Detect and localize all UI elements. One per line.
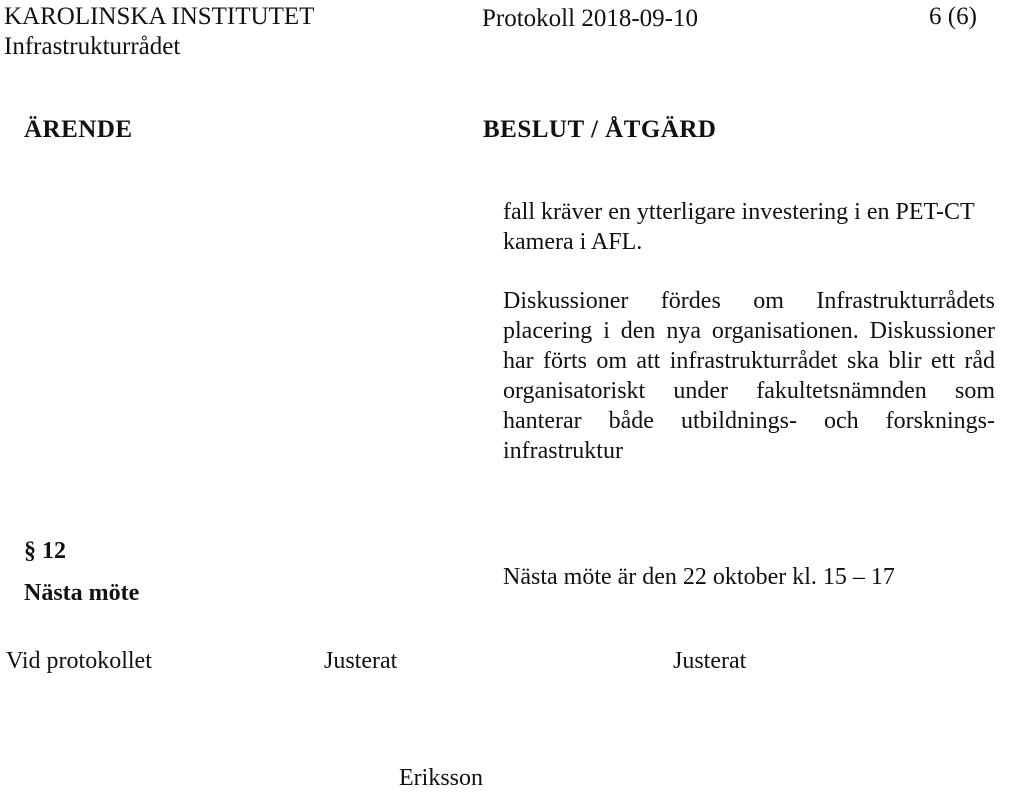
paragraph-organisation — [503, 286, 995, 466]
paragraph-line: fall kräver en ytterligare investering i en PET-CT — [503, 199, 975, 225]
page-number: 6 (6) — [929, 3, 977, 30]
signature-recorder: Vid protokollet — [6, 648, 152, 674]
paragraph-line: hanterar både utbildnings- och forsknings- — [503, 408, 995, 434]
paragraph-investment — [503, 197, 975, 257]
beslut-heading: BESLUT / ÅTGÄRD — [483, 116, 717, 143]
item-title: Nästa möte — [24, 580, 140, 606]
department-name: Infrastrukturrådet — [4, 33, 181, 60]
arende-heading: ÄRENDE — [24, 116, 133, 143]
paragraph-line: infrastruktur — [503, 438, 623, 464]
paragraph-line: har förts om att infrastrukturrådet ska blir ett råd — [503, 348, 995, 374]
paragraph-line: Diskussioner fördes om Infrastrukturrådets — [503, 288, 995, 314]
institution-name: KAROLINSKA INSTITUTET — [4, 3, 315, 30]
next-meeting-text: Nästa möte är den 22 oktober kl. 15 – 17 — [503, 564, 895, 590]
protocol-date: Protokoll 2018-09-10 — [482, 5, 698, 32]
paragraph-line: kamera i AFL. — [503, 229, 643, 255]
item-number: § 12 — [24, 538, 66, 564]
paragraph-line: placering i den nya organisationen. Diskussioner — [503, 318, 995, 344]
signature-adjuster-1: Justerat — [324, 648, 398, 674]
signature-name: Eriksson — [399, 765, 483, 791]
signature-adjuster-2: Justerat — [673, 648, 747, 674]
paragraph-line: organisatoriskt under fakultetsnämnden som — [503, 378, 995, 404]
